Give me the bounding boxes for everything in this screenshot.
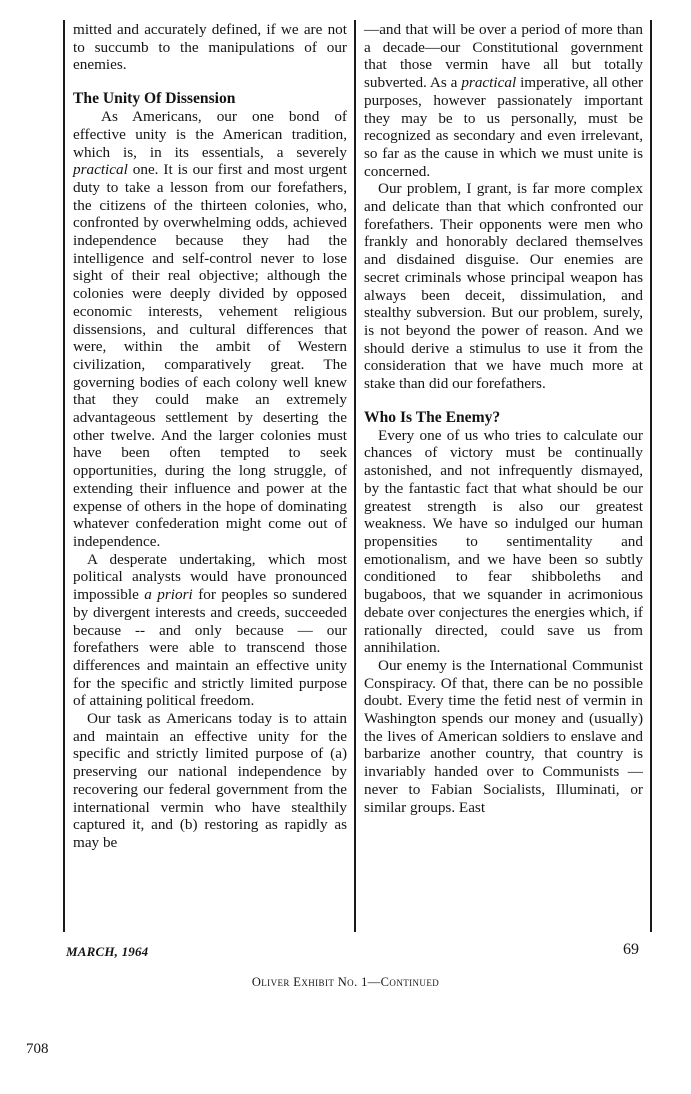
page-number: 708 — [26, 1041, 49, 1057]
paragraph-constitutional: —and that will be over a period of more than a decade—our Constitutional government that those vermin have all but totally subverted. As a practical imperative, all other purposes, however passionately important they may be to us personally, must be recognized as secondary and even irrelevant, so far as the cause in which we must unite is concerned. — [364, 21, 643, 180]
paragraph-every-one: Every one of us who tries to calculate our chances of victory must be continually astonished, and not infrequently dismayed, by the fantastic fact that what should be our greatest strength is also our greatest weakness. We have so indulged our human propensities to sentimentality and emotionalism, and we have been so subtly conditioned to fear shibboleths and bugaboos, that we squander in acrimonious debate over conjectures the energies which, if rationally directed, could save us from annihilation. — [364, 426, 643, 657]
paragraph-our-problem: Our problem, I grant, is far more complex and delicate than that which confronted our forefathers. Their opponents were men who frankly and honorably declared themselves and disdained disguise. Our enemies are secret criminals whose principal weapon has always been deceit, dissimulation, and stealthy subversion. But our problem, surely, is not beyond the power of reason. And we should derive a stimulus to use it from the consideration that we have much more at stake than did our forefathers. — [364, 180, 643, 393]
right-column — [364, 21, 643, 816]
column-rule-middle — [354, 20, 356, 932]
column-rule-right — [650, 20, 652, 932]
column-rule-left — [63, 20, 65, 932]
paragraph-our-enemy: Our enemy is the International Communist Conspiracy. Of that, there can be no possible doubt. Every time the fetid nest of vermin in Washington spends our money and (usually) the lives of American soldiers to enslave and barbarize another country, that country is invariably handed over to Communists — never to Fabian Socialists, Illuminati, or similar groups. East — [364, 656, 643, 816]
section-heading-unity: The Unity Of Dissension — [73, 90, 236, 108]
paragraph-unity: As Americans, our one bond of effective unity is the American tradition, which is, in its essentials, a severely practical one. It is our first and most urgent duty to take a lesson from our forefathers, the citizens of the thirteen colonies, who, confronted by overwhelming odds, achieved independence because they had the intelligence and self-control never to lose sight of their real objective; although the colonies were deeply divided by opposed economic interests, vehement religious dissensions, and cultural differences that were, within the ambit of Western civilization, comparatively great. The governing bodies of each colony well knew that they could make an extremely advantageous settlement by deserting the other twelve. And the larger colonies must have been often tempted to seek opportunities, during the long struggle, of extending their influence and power at the expense of others in the hope of dominating whatever confederation might come out of independence. — [73, 108, 347, 550]
paragraph-desperate-undertaking: A desperate undertaking, which most political analysts would have pronounced impossible a priori for peoples so sundered by divergent interests and creeds, succeeded because -- and only because — our forefathers were able to transcend those differences and maintain an effective unity for the specific and strictly limited purpose of attaining political freedom. — [73, 550, 347, 710]
left-column — [73, 21, 347, 852]
section-heading-enemy: Who Is The Enemy? — [364, 408, 501, 426]
issue-date: MARCH, 1964 — [66, 944, 149, 959]
magazine-page-number: 69 — [623, 941, 639, 958]
paragraph-continued: mitted and accurately defined, if we are not to succumb to the manipulations of our enemies. — [73, 21, 347, 74]
paragraph-our-task: Our task as Americans today is to attain and maintain an effective unity for the specific and strictly limited purpose of (a) preserving our national independence by recovering our federal government from the international vermin who have stealthily captured it, and (b) restoring as rapidly as may be — [73, 710, 347, 851]
exhibit-caption: Oliver Exhibit No. 1—Continued — [251, 975, 440, 989]
